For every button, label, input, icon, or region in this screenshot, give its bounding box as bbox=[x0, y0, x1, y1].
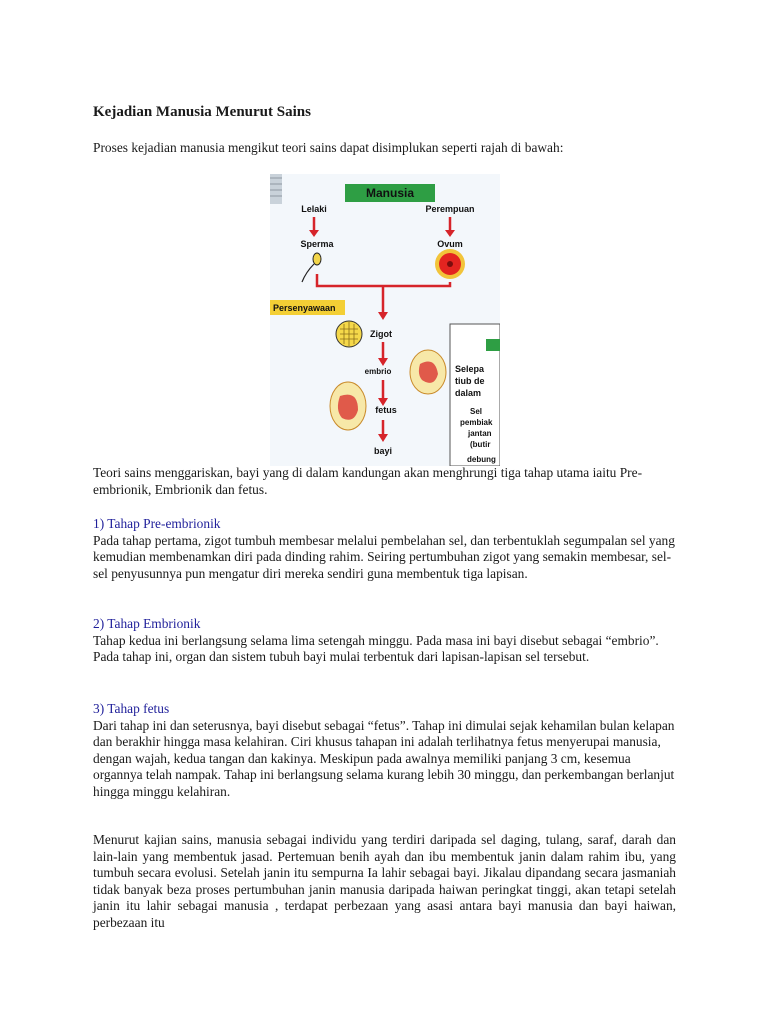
section-body-fetus: Dari tahap ini dan seterusnya, bayi disebut sebagai “fetus”. Tahap ini dimulai sejak kehamilan bulan kelapan dan berakhir hingga masa kelahiran. Ciri khusus tahapan ini adalah terlihatnya fetus menyerupai manusia, dengan wajah, kedua tangan dan kakinya. Meskipun pada awalnya memiliki panjang 3 cm, kesemua organnya telah nampak. Tahap ini berlangsung selama kurang lebih 30 minggu, dan perkembangan berlanjut hingga minggu kelahiran. bbox=[93, 717, 675, 799]
label-zygote: Zigot bbox=[370, 329, 392, 339]
human-development-diagram bbox=[270, 174, 500, 466]
section-body-pre-embryonic: Pada tahap pertama, zigot tumbuh membesar melalui pembelahan sel, dan terbentuklah segumpalan sel yang kemudian membenamkan diri pada dinding rahim. Seiring pertumbuhan zigot yang semakin membesar, sel-sel penyusunnya pun mengatur diri mereka sendiri guna membentuk tiga lapisan. bbox=[93, 532, 675, 581]
paragraph-closing: Menurut kajian sains, manusia sebagai individu yang terdiri daripada sel daging, tulang, saraf, darah dan lain-lain yang membentuk jasad. Pertemuan benih ayah dan ibu membentuk janin dalam rahim ibu, yang tumbuh secara evolusi. Setelah janin itu sempurna Ia lahir sebagai bayi. Jikalau dipandang secara jasmaniah tidak banyak beza proses pertumbuhan janin manusia daripada haiwan peringkat tinggi, akan tetapi setelah janin itu lahir sebagai manusia , terdapat perbezaan yang asasi antara bayi manusia dan bayi haiwan, perbezaan itu bbox=[93, 832, 676, 930]
label-embryo: embrio bbox=[364, 367, 392, 376]
sperm-icon bbox=[313, 253, 321, 265]
side-text-6: jantan bbox=[468, 429, 492, 438]
intro-paragraph: Proses kejadian manusia mengikut teori sains dapat disimplukan seperti rajah di bawah: bbox=[93, 140, 564, 155]
section-heading-pre-embryonic: 1) Tahap Pre-embrionik bbox=[93, 516, 221, 531]
section-heading-fetus: 3) Tahap fetus bbox=[93, 701, 170, 716]
section-pre-embryonic bbox=[93, 516, 676, 582]
paragraph-stages-overview: Teori sains menggariskan, bayi yang di dalam kandungan akan menghrungi tiga tahap utama iaitu Pre-embrionik, Embrionik dan fetus. bbox=[93, 465, 643, 497]
side-text-3: dalam bbox=[455, 388, 482, 398]
side-text-4: Sel bbox=[470, 407, 483, 416]
section-embryonic bbox=[93, 616, 676, 666]
diagram-header: Manusia bbox=[365, 186, 415, 200]
label-ovum: Ovum bbox=[437, 239, 463, 249]
side-text-2: tiub de bbox=[455, 376, 485, 386]
section-body-embryonic: Tahap kedua ini berlangsung selama lima setengah minggu. Pada masa ini bayi disebut sebagai “embrio”. Pada tahap ini, organ dan sistem tubuh bayi mulai terbentuk dari lapisan-lapisan sel tersebut. bbox=[93, 632, 659, 665]
label-sperm: Sperma bbox=[300, 239, 334, 249]
side-text-8: debung bbox=[467, 455, 496, 464]
ovum-nucleus bbox=[447, 261, 453, 267]
label-fetus: fetus bbox=[375, 405, 397, 415]
side-text-5: pembiak bbox=[460, 418, 493, 427]
fetus-body bbox=[338, 395, 358, 420]
label-baby: bayi bbox=[373, 446, 393, 456]
section-fetus bbox=[93, 701, 676, 801]
label-male: Lelaki bbox=[301, 204, 327, 214]
side-text-1: Selepa bbox=[455, 364, 485, 374]
section-heading-embryonic: 2) Tahap Embrionik bbox=[93, 616, 201, 631]
side-panel-marker bbox=[486, 339, 500, 351]
side-text-7: (butir bbox=[470, 440, 491, 449]
label-fertilization: Persenyawaan bbox=[273, 303, 336, 313]
document-title: Kejadian Manusia Menurut Sains bbox=[93, 104, 311, 120]
label-female: Perempuan bbox=[425, 204, 475, 214]
